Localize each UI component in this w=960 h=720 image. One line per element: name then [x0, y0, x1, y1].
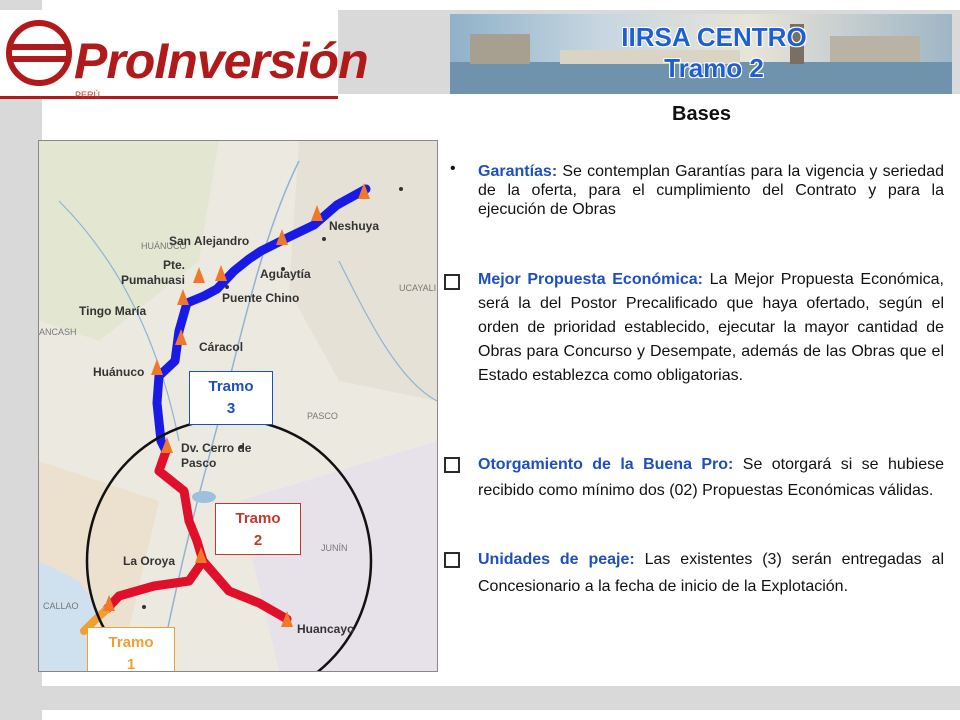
place-la-oroya: La Oroya	[123, 554, 176, 568]
region-label-ucayali: UCAYALI	[399, 283, 437, 293]
section-title: Bases	[672, 103, 731, 125]
tramo-3-box: Tramo 3	[189, 371, 273, 425]
region-label-junin: JUNÍN	[321, 543, 348, 553]
route-map	[38, 140, 438, 672]
bullet-dot-icon: •	[450, 160, 456, 177]
place-pte-pumahuasi: Pte. Pumahuasi	[120, 258, 185, 287]
paragraph-garantias-body: Se contemplan Garantías para la vigencia y seriedad de la oferta, para el cumplimiento del Contrato y para la ejecución de Obras	[478, 163, 944, 218]
place-puente-chino: Puente Chino	[222, 291, 300, 305]
paragraph-buena-pro-title: Otorgamiento de la Buena Pro:	[478, 456, 734, 473]
paragraph-peaje-body: Las existentes (3) serán entregadas al Concesionario a la fecha de inicio de la Explotación.	[478, 551, 944, 595]
header-title	[450, 22, 960, 84]
paragraph-buena-pro	[478, 452, 944, 504]
place-san-alejandro: San Alejandro	[169, 234, 250, 248]
logo-subtext: PERÚ	[75, 90, 101, 100]
footer-band	[0, 686, 960, 710]
place-huanuco: Huánuco	[93, 365, 145, 379]
place-tingo-maria: Tingo María	[79, 304, 147, 318]
paragraph-peaje-title: Unidades de peaje:	[478, 551, 635, 568]
region-label-huanuco: HUÁNUCO	[141, 241, 187, 251]
left-decor-bar	[0, 0, 42, 720]
logo-text: ProInversión	[74, 33, 368, 89]
logo	[0, 10, 368, 100]
logo-symbol-icon	[4, 18, 74, 88]
paragraph-mejor-propuesta	[478, 268, 944, 388]
tramo-2-box: Tramo 2	[215, 503, 301, 555]
paragraph-buena-pro-body: Se otorgará si se hubiese recibido como mínimo dos (02) Propuestas Económicas válidas.	[478, 456, 944, 499]
region-label-pasco: PASCO	[307, 411, 338, 421]
region-label-ancash: ANCASH	[39, 327, 77, 337]
checkbox-bullet-icon	[444, 552, 460, 568]
paragraph-garantias	[478, 162, 944, 219]
title-line-2: Tramo 2	[664, 53, 764, 83]
checkbox-bullet-icon	[444, 274, 460, 290]
region-label-callao: CALLAO	[43, 601, 79, 611]
place-dv-cerro-de-pasco: Dv. Cerro de Pasco	[181, 441, 252, 470]
place-caracol: Cáracol	[199, 340, 244, 354]
place-aguaytia: Aguaytía	[260, 267, 311, 281]
paragraph-peaje	[478, 546, 944, 600]
tramo-1-box: Tramo 1	[87, 627, 175, 672]
paragraph-mejor-propuesta-title: Mejor Propuesta Económica:	[478, 271, 703, 288]
paragraph-garantias-title: Garantías:	[478, 163, 558, 180]
place-neshuya: Neshuya	[329, 219, 380, 233]
checkbox-bullet-icon	[444, 457, 460, 473]
place-huancayo: Huancayo	[297, 622, 355, 636]
title-line-1: IIRSA CENTRO	[621, 22, 807, 52]
paragraph-mejor-propuesta-body: La Mejor Propuesta Económica, será la del Postor Precalificado que haya ofertado, según el orden de prioridad establecido, ejecutar la mayor cantidad de Obras para Concurso y Desempate, además de las Obras que el Estado establezca como obligatorias.	[478, 271, 944, 384]
